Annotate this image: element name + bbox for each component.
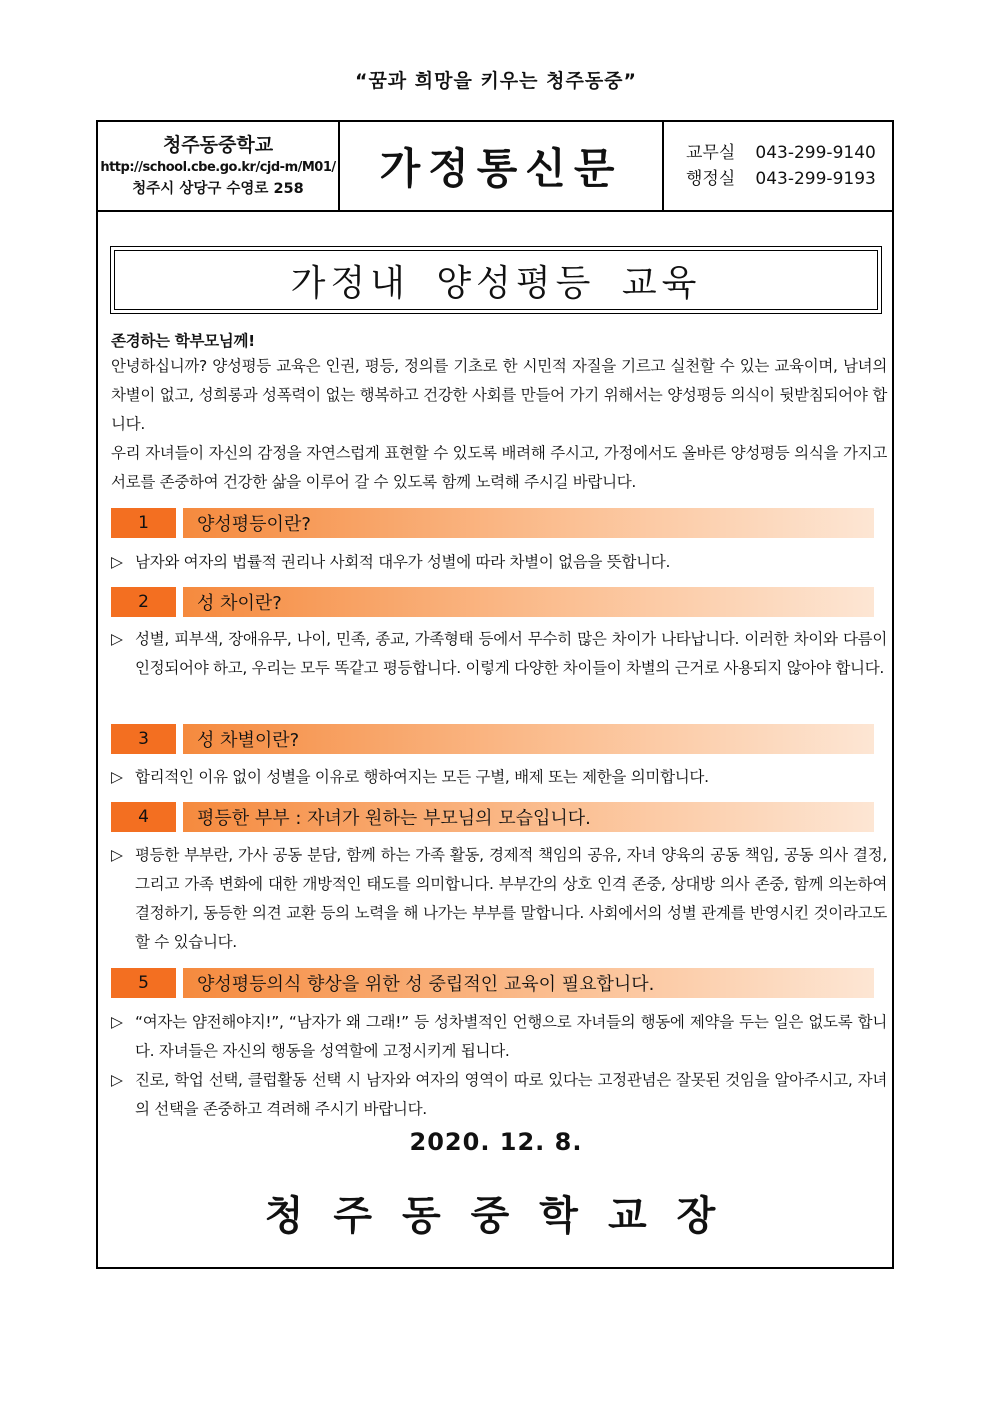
list-item [111,1008,887,1066]
section-body-4 [111,841,887,957]
contact-row-academic [686,140,892,166]
bullet-text: 합리적인 이유 없이 성별을 이유로 행하여지는 모든 구별, 배제 또는 제한을 의미합니다. [135,768,709,786]
bullet-marker: ▷ [111,1013,123,1031]
section-number: 1 [111,508,176,538]
bullet-marker: ▷ [111,768,123,786]
contact-label: 교무실 [686,143,736,163]
section-number: 4 [111,802,176,832]
intro-block [111,330,887,497]
section-body-2 [111,625,887,683]
list-item [111,841,887,957]
section-header-3 [111,724,874,754]
section-heading: 성 차이란? [183,587,874,617]
principal-signature: 청주동중학교장 [264,1193,746,1239]
school-address: 청주시 상당구 수영로 258 [132,181,304,197]
list-item [111,548,887,577]
section-heading: 평등한 부부 : 자녀가 원하는 부모님의 모습입니다. [183,802,874,832]
section-number: 3 [111,724,176,754]
section-header-2 [111,587,874,617]
intro-paragraph: 우리 자녀들이 자신의 감정을 자연스럽게 표현할 수 있도록 배려해 주시고, 가정에서도 올바른 양성평등 의식을 가지고 서로를 존중하여 건강한 삶을 이루어 갈 수 있도록 함께 노력해 주시길 바랍니다. [111,444,887,491]
bullet-text: 평등한 부부란, 가사 공동 분담, 함께 하는 가족 활동, 경제적 책임의 공유, 자녀 양육의 공동 책임, 공동 의사 결정, 그리고 가족 변화에 대한 개방적인 태도를 의미합니다. 부부간의 상호 인격 존중, 상대방 의사 존중, 함께 의논하여 결정하기, 동등한 의견 교환 등의 노력을 해 나가는 부부를 말합니다. 사회에서의 성별 관계를 반영시킨 것이라고도 할 수 있습니다. [135,846,887,951]
bullet-marker: ▷ [111,846,123,864]
intro-paragraph: 안녕하십니까? 양성평등 교육은 인권, 평등, 정의를 기초로 한 시민적 자질을 기르고 실천할 수 있는 교육이며, 남녀의 차별이 없고, 성희롱과 성폭력이 없는 행복하고 건강한 사회를 만들어 가기 위해서는 양성평등 의식이 뒷받침되어야 합니다. [111,357,887,433]
school-name: 청주동중학교 [162,134,274,156]
doc-title: 가정내 양성평등 교육 [114,250,878,310]
slogan: “꿈과 희망을 키우는 청주동중” [354,70,638,92]
bullet-text: 남자와 여자의 법률적 권리나 사회적 대우가 성별에 따라 차별이 없음을 뜻합니다. [135,553,671,571]
bullet-marker: ▷ [111,553,123,571]
section-heading: 양성평등이란? [183,508,874,538]
contact-row-admin [686,166,892,192]
bullet-marker: ▷ [111,630,123,648]
school-url[interactable]: http://school.cbe.go.kr/cjd-m/M01/ [100,160,336,175]
school-info [98,122,340,210]
issue-date: 2020. 12. 8. [409,1128,583,1156]
contact-label: 행정실 [686,169,736,189]
section-body-3 [111,763,887,792]
doc-title-box [110,246,882,314]
contact-info [664,122,892,210]
section-number: 2 [111,587,176,617]
contact-phone: 043-299-9140 [755,143,876,163]
list-item [111,763,887,792]
newsletter-title: 가정통신문 [340,122,664,210]
list-item [111,1066,887,1124]
section-heading: 양성평등의식 향상을 위한 성 중립적인 교육이 필요합니다. [183,968,874,998]
section-body-1 [111,548,887,577]
header-table [98,122,892,212]
bullet-text: 성별, 피부색, 장애유무, 나이, 민족, 종교, 가족형태 등에서 무수히 많은 차이가 나타납니다. 이러한 차이와 다름이 인정되어야 하고, 우리는 모두 똑같고 평등합니다. 이렇게 다양한 차이들이 차별의 근거로 사용되지 않아야 합니다. [135,630,887,677]
bullet-marker: ▷ [111,1071,123,1089]
section-heading: 성 차별이란? [183,724,874,754]
section-number: 5 [111,968,176,998]
greeting: 존경하는 학부모님께! [111,332,255,350]
contact-phone: 043-299-9193 [755,169,876,189]
section-body-5 [111,1008,887,1124]
bullet-text: “여자는 얌전해야지!”, “남자가 왜 그래!” 등 성차별적인 언행으로 자녀들의 행동에 제약을 두는 일은 없도록 합니다. 자녀들은 자신의 행동을 성역할에 고정시키게 됩니다. [135,1013,887,1060]
section-header-5 [111,968,874,998]
section-header-1 [111,508,874,538]
bullet-text: 진로, 학업 선택, 클럽활동 선택 시 남자와 여자의 영역이 따로 있다는 고정관념은 잘못된 것임을 알아주시고, 자녀의 선택을 존중하고 격려해 주시기 바랍니다. [135,1071,887,1118]
section-header-4 [111,802,874,832]
document-frame [96,120,894,1269]
list-item [111,625,887,683]
